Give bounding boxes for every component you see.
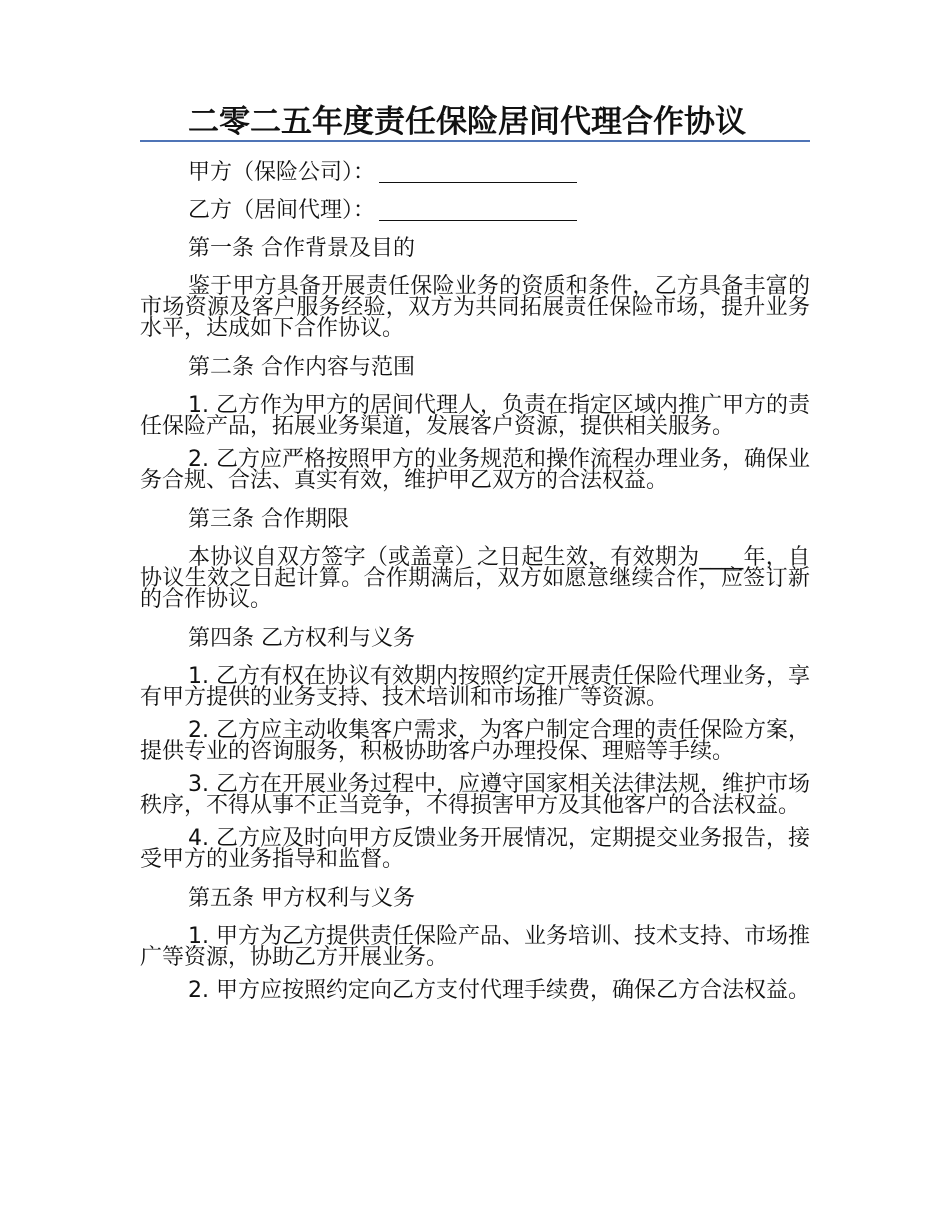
- section-paragraph: 2. 乙方应主动收集客户需求，为客户制定合理的责任保险方案，提供专业的咨询服务，积极协助客户办理投保、理赔等手续。: [140, 718, 810, 764]
- section-paragraph: 鉴于甲方具备开展责任保险业务的资质和条件，乙方具备丰富的市场资源及客户服务经验，双方为共同拓展责任保险市场，提升业务水平，达成如下合作协议。: [140, 274, 810, 341]
- section-paragraph: 本协议自双方签字（或盖章）之日起生效，有效期为____年，自协议生效之日起计算。合作期满后，双方如愿意继续合作，应签订新的合作协议。: [140, 545, 810, 612]
- section-paragraph: 1. 乙方有权在协议有效期内按照约定开展责任保险代理业务，享有甲方提供的业务支持、技术培训和市场推广等资源。: [140, 664, 810, 710]
- section-paragraph: 3. 乙方在开展业务过程中，应遵守国家相关法律法规，维护市场秩序，不得从事不正当竞争，不得损害甲方及其他客户的合法权益。: [140, 772, 810, 818]
- document-title: 二零二五年度责任保险居间代理合作协议: [188, 104, 746, 140]
- document-page: [140, 100, 810, 1013]
- section-paragraph: 2. 甲方应按照约定向乙方支付代理手续费，确保乙方合法权益。: [188, 978, 810, 1003]
- section-heading: 第四条 乙方权利与义务: [188, 626, 415, 651]
- section-heading: 第二条 合作内容与范围: [188, 355, 415, 380]
- section-heading: 第三条 合作期限: [188, 507, 349, 532]
- party-b-line: [140, 194, 810, 228]
- section-heading: 第一条 合作背景及目的: [188, 236, 415, 261]
- party-a-line: [140, 156, 810, 190]
- section-paragraph: 4. 乙方应及时向甲方反馈业务开展情况，定期提交业务报告，接受甲方的业务指导和监督。: [140, 826, 810, 872]
- party-a-blank: [379, 162, 577, 183]
- party-b-label: 乙方（居间代理）：: [188, 198, 376, 223]
- party-b-blank: [379, 200, 577, 221]
- section-paragraph: 1. 甲方为乙方提供责任保险产品、业务培训、技术支持、市场推广等资源，协助乙方开展业务。: [140, 924, 810, 970]
- party-a-label: 甲方（保险公司）：: [188, 160, 376, 185]
- section-heading: 第五条 甲方权利与义务: [188, 886, 415, 911]
- section-paragraph: 1. 乙方作为甲方的居间代理人，负责在指定区域内推广甲方的责任保险产品，拓展业务渠道，发展客户资源，提供相关服务。: [140, 393, 810, 439]
- section-paragraph: 2. 乙方应严格按照甲方的业务规范和操作流程办理业务，确保业务合规、合法、真实有效，维护甲乙双方的合法权益。: [140, 447, 810, 493]
